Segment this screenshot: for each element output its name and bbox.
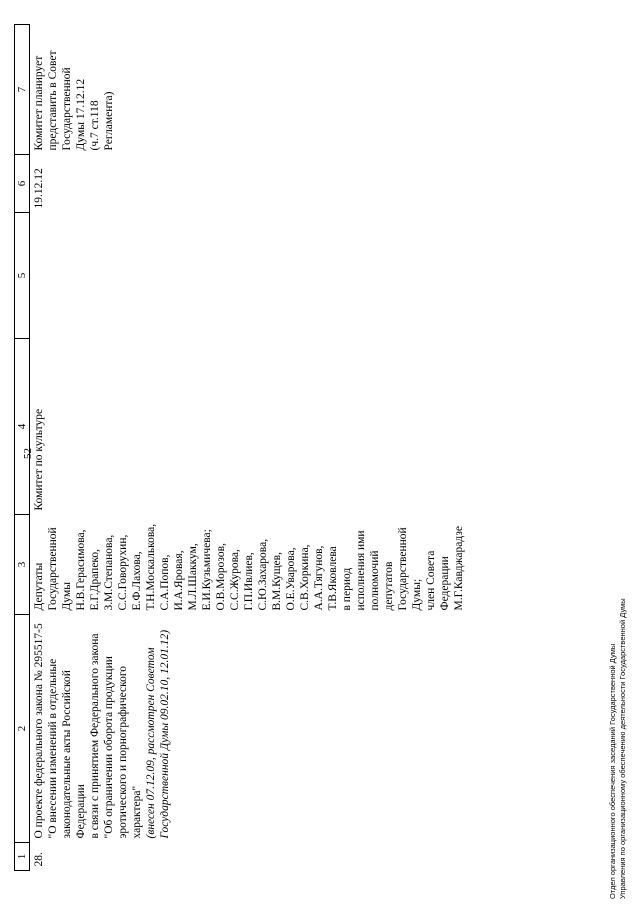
- author-line: С.В.Хоркина,: [299, 544, 311, 611]
- col-header: 2: [15, 615, 30, 843]
- remark-line: (ч.7 ст.118: [89, 100, 101, 151]
- bill-note-line: (внесен 07.12.09, рассмотрен Советом: [145, 647, 157, 839]
- author-line: С.Ю.Захарова,: [257, 538, 269, 611]
- author-line: Думы;: [411, 578, 423, 611]
- footer: [608, 598, 628, 899]
- col-header: 5: [15, 213, 30, 339]
- author-line: Е.И.Кузьмичева;: [201, 529, 213, 611]
- col-header: 7: [15, 25, 30, 155]
- table-row: [30, 25, 469, 871]
- author-line: А.А.Тягунов,: [313, 545, 325, 611]
- remark-line: представить в Совет: [47, 50, 59, 151]
- author-line: Федерации: [439, 556, 451, 611]
- author-line: Н.В.Герасимова,: [75, 529, 87, 611]
- bill-title-line: "О внесении изменений в отдельные: [47, 658, 59, 839]
- author-line: Т.В.Яковлева: [327, 546, 339, 611]
- remark-cell: [30, 25, 469, 155]
- author-line: С.А.Попов,: [159, 554, 171, 611]
- author-line: М.Г.Кавджарадзе: [453, 526, 465, 611]
- row-number: 28.: [33, 852, 45, 867]
- remark-line: Думы 17.12.12: [75, 78, 87, 151]
- author-line: член Совета: [425, 550, 437, 611]
- page-number: 52: [22, 448, 34, 459]
- authors-cell: [30, 515, 469, 615]
- bill-title-line: характера": [131, 785, 143, 839]
- author-line: С.С.Говорухин,: [117, 534, 129, 611]
- author-line: З.М.Степанова,: [103, 534, 115, 611]
- bill-title-line: эротического и порнографического: [117, 665, 129, 839]
- author-line: депутатов: [383, 561, 395, 611]
- bill-title-line: законодательные акты Российской Федерации: [61, 670, 87, 839]
- author-line: О.Е.Уварова,: [285, 547, 297, 611]
- empty-cell: [30, 213, 469, 339]
- author-line: О.В.Морозов,: [215, 543, 227, 611]
- author-line: Т.Н.Москалькова,: [145, 523, 157, 611]
- col-header: 3: [15, 515, 30, 615]
- author-line: Государственной: [397, 527, 409, 611]
- bill-title-line: "Об ограничении оборота продукции: [103, 656, 115, 839]
- author-line: Думы: [61, 582, 73, 611]
- agenda-table: [14, 24, 468, 871]
- author-line: исполнения ими: [355, 530, 367, 611]
- committee-cell: Комитет по культуре: [33, 408, 45, 511]
- remark-line: Регламента): [103, 91, 115, 151]
- author-line: Е.Г.Драпеко,: [89, 548, 101, 611]
- author-line: В.М.Кущев,: [271, 552, 283, 611]
- author-line: полномочий: [369, 550, 381, 611]
- remark-line: Комитет планирует: [33, 55, 45, 151]
- column-number-row: [15, 25, 30, 871]
- footer-line: Отдел организационного обеспечения заседаний Государственной Думы: [608, 643, 617, 899]
- bill-title-line: О проекте федерального закона № 295517-5: [33, 623, 45, 839]
- author-line: в период: [341, 567, 353, 611]
- date-cell: 19.12.12: [33, 168, 45, 209]
- footer-line: Управления по организационному обеспечению деятельности Государственной Думы: [618, 598, 627, 899]
- col-header: 4: [15, 339, 30, 515]
- author-line: Государственной: [47, 527, 59, 611]
- remark-line: Государственной: [61, 67, 73, 151]
- bill-title-line: в связи с принятием Федерального закона: [89, 633, 101, 839]
- author-line: Е.Ф.Лахова,: [131, 551, 143, 611]
- author-line: И.А.Яровая,: [173, 550, 185, 611]
- author-line: Депутаты: [33, 562, 45, 611]
- col-header: 6: [15, 155, 30, 213]
- bill-note-line: Государственной Думы 09.02.10, 12.01.12): [159, 629, 171, 839]
- author-line: С.С.Журова,: [229, 549, 241, 611]
- col-header: 1: [15, 843, 30, 871]
- bill-title-cell: [30, 615, 469, 843]
- author-line: Г.П.Ивлиев,: [243, 552, 255, 611]
- author-line: М.Л.Шаккум,: [187, 543, 199, 611]
